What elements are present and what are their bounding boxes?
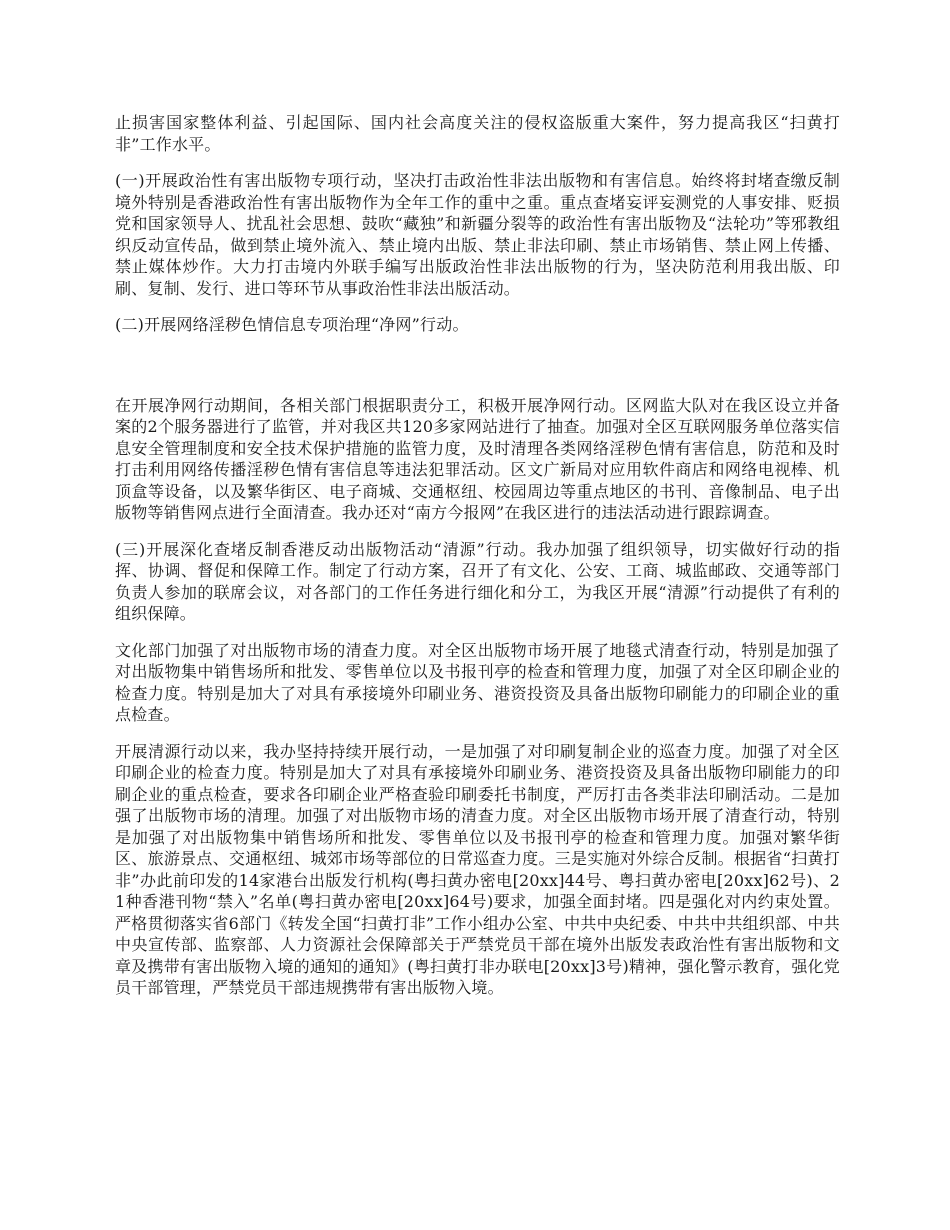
paragraph-net-cleanup-action: 在开展净网行动期间，各相关部门根据职责分工，积极开展净网行动。区网监大队对在我区设立并备案的2个服务器进行了监管，并对我区共120多家网站进行了抽查。加强对全区互联网服务单位落实信息安全管理制度和安全技术保护措施的监管力度，及时清理各类网络淫秽色情有害信息，防范和及时打击利用网络传播淫秽色情有害信息等违法犯罪活动。区文广新局对应用软件商店和网络电视棒、机顶盒等设备，以及繁华街区、电子商城、交通枢纽、校园周边等重点地区的书刊、音像制品、电子出版物等销售网点进行全面清查。我办还对“南方今报网”在我区进行的违法活动进行跟踪调查。	[115, 395, 840, 522]
paragraph-section-3: (三)开展深化查堵反制香港反动出版物活动“清源”行动。我办加强了组织领导，切实做好行动的指挥、协调、督促和保障工作。制定了行动方案，召开了有文化、公安、工商、城监邮政、交通等部门负责人参加的联席会议，对各部门的工作任务进行细化和分工，为我区开展“清源”行动提供了有利的组织保障。	[115, 539, 840, 623]
paragraph-section-1: (一)开展政治性有害出版物专项行动，坚决打击政治性非法出版物和有害信息。始终将封堵查缴反制境外特别是香港政治性有害出版物作为全年工作的重中之重。重点查堵妄评妄测党的人事安排、贬损党和国家领导人、扰乱社会思想、鼓吹“藏独”和新疆分裂等的政治性有害出版物及“法轮功”等邪教组织反动宣传品，做到禁止境外流入、禁止境内出版、禁止非法印刷、禁止市场销售、禁止网上传播、禁止媒体炒作。大力打击境内外联手编写出版政治性非法出版物的行为，坚决防范利用我出版、印刷、复制、发行、进口等环节从事政治性非法出版活动。	[115, 171, 840, 298]
paragraph-culture-department: 文化部门加强了对出版物市场的清查力度。对全区出版物市场开展了地毯式清查行动，特别是加强了对出版物集中销售场所和批发、零售单位以及书报刊亭的检查和管理力度，加强了对全区印刷企业的检查力度。特别是加大了对具有承接境外印刷业务、港资投资及具备出版物印刷能力的印刷企业的重点检查。	[115, 640, 840, 724]
document-body	[115, 112, 840, 1014]
paragraph-section-2-heading: (二)开展网络淫秽色情信息专项治理“净网”行动。	[115, 315, 469, 334]
paragraph-intro-continuation: 止损害国家整体利益、引起国际、国内社会高度关注的侵权盗版重大案件，努力提高我区“扫黄打非”工作水平。	[115, 113, 840, 154]
paragraph-source-cleanup-measures: 开展清源行动以来，我办坚持持续开展行动，一是加强了对印刷复制企业的巡查力度。加强了对全区印刷企业的检查力度。特别是加大了对具有承接境外印刷业务、港资投资及具备出版物印刷能力的印刷企业的重点检查，要求各印刷企业严格查验印刷委托书制度，严厉打击各类非法印刷活动。二是加强了出版物市场的清理。加强了对出版物市场的清查力度。对全区出版物市场开展了清查行动，特别是加强了对出版物集中销售场所和批发、零售单位以及书报刊亭的检查和管理力度。加强对繁华街区、旅游景点、交通枢纽、城郊市场等部位的日常巡查力度。三是实施对外综合反制。根据省“扫黄打非”办此前印发的14家港台出版发行机构(粤扫黄办密电[20xx]44号、粤扫黄办密电[20xx]62号)、21种香港刊物“禁入”名单(粤扫黄办密电[20xx]64号)要求，加强全面封堵。四是强化对内约束处置。严格贯彻落实省6部门《转发全国“扫黄打非”工作小组办公室、中共中央纪委、中共中共组织部、中共中央宣传部、监察部、人力资源社会保障部关于严禁党员干部在境外出版发表政治性有害出版物和文章及携带有害出版物入境的通知的通知》(粤扫黄打非办联电[20xx]3号)精神，强化警示教育，强化党员干部管理，严禁党员干部违规携带有害出版物入境。	[115, 741, 840, 997]
